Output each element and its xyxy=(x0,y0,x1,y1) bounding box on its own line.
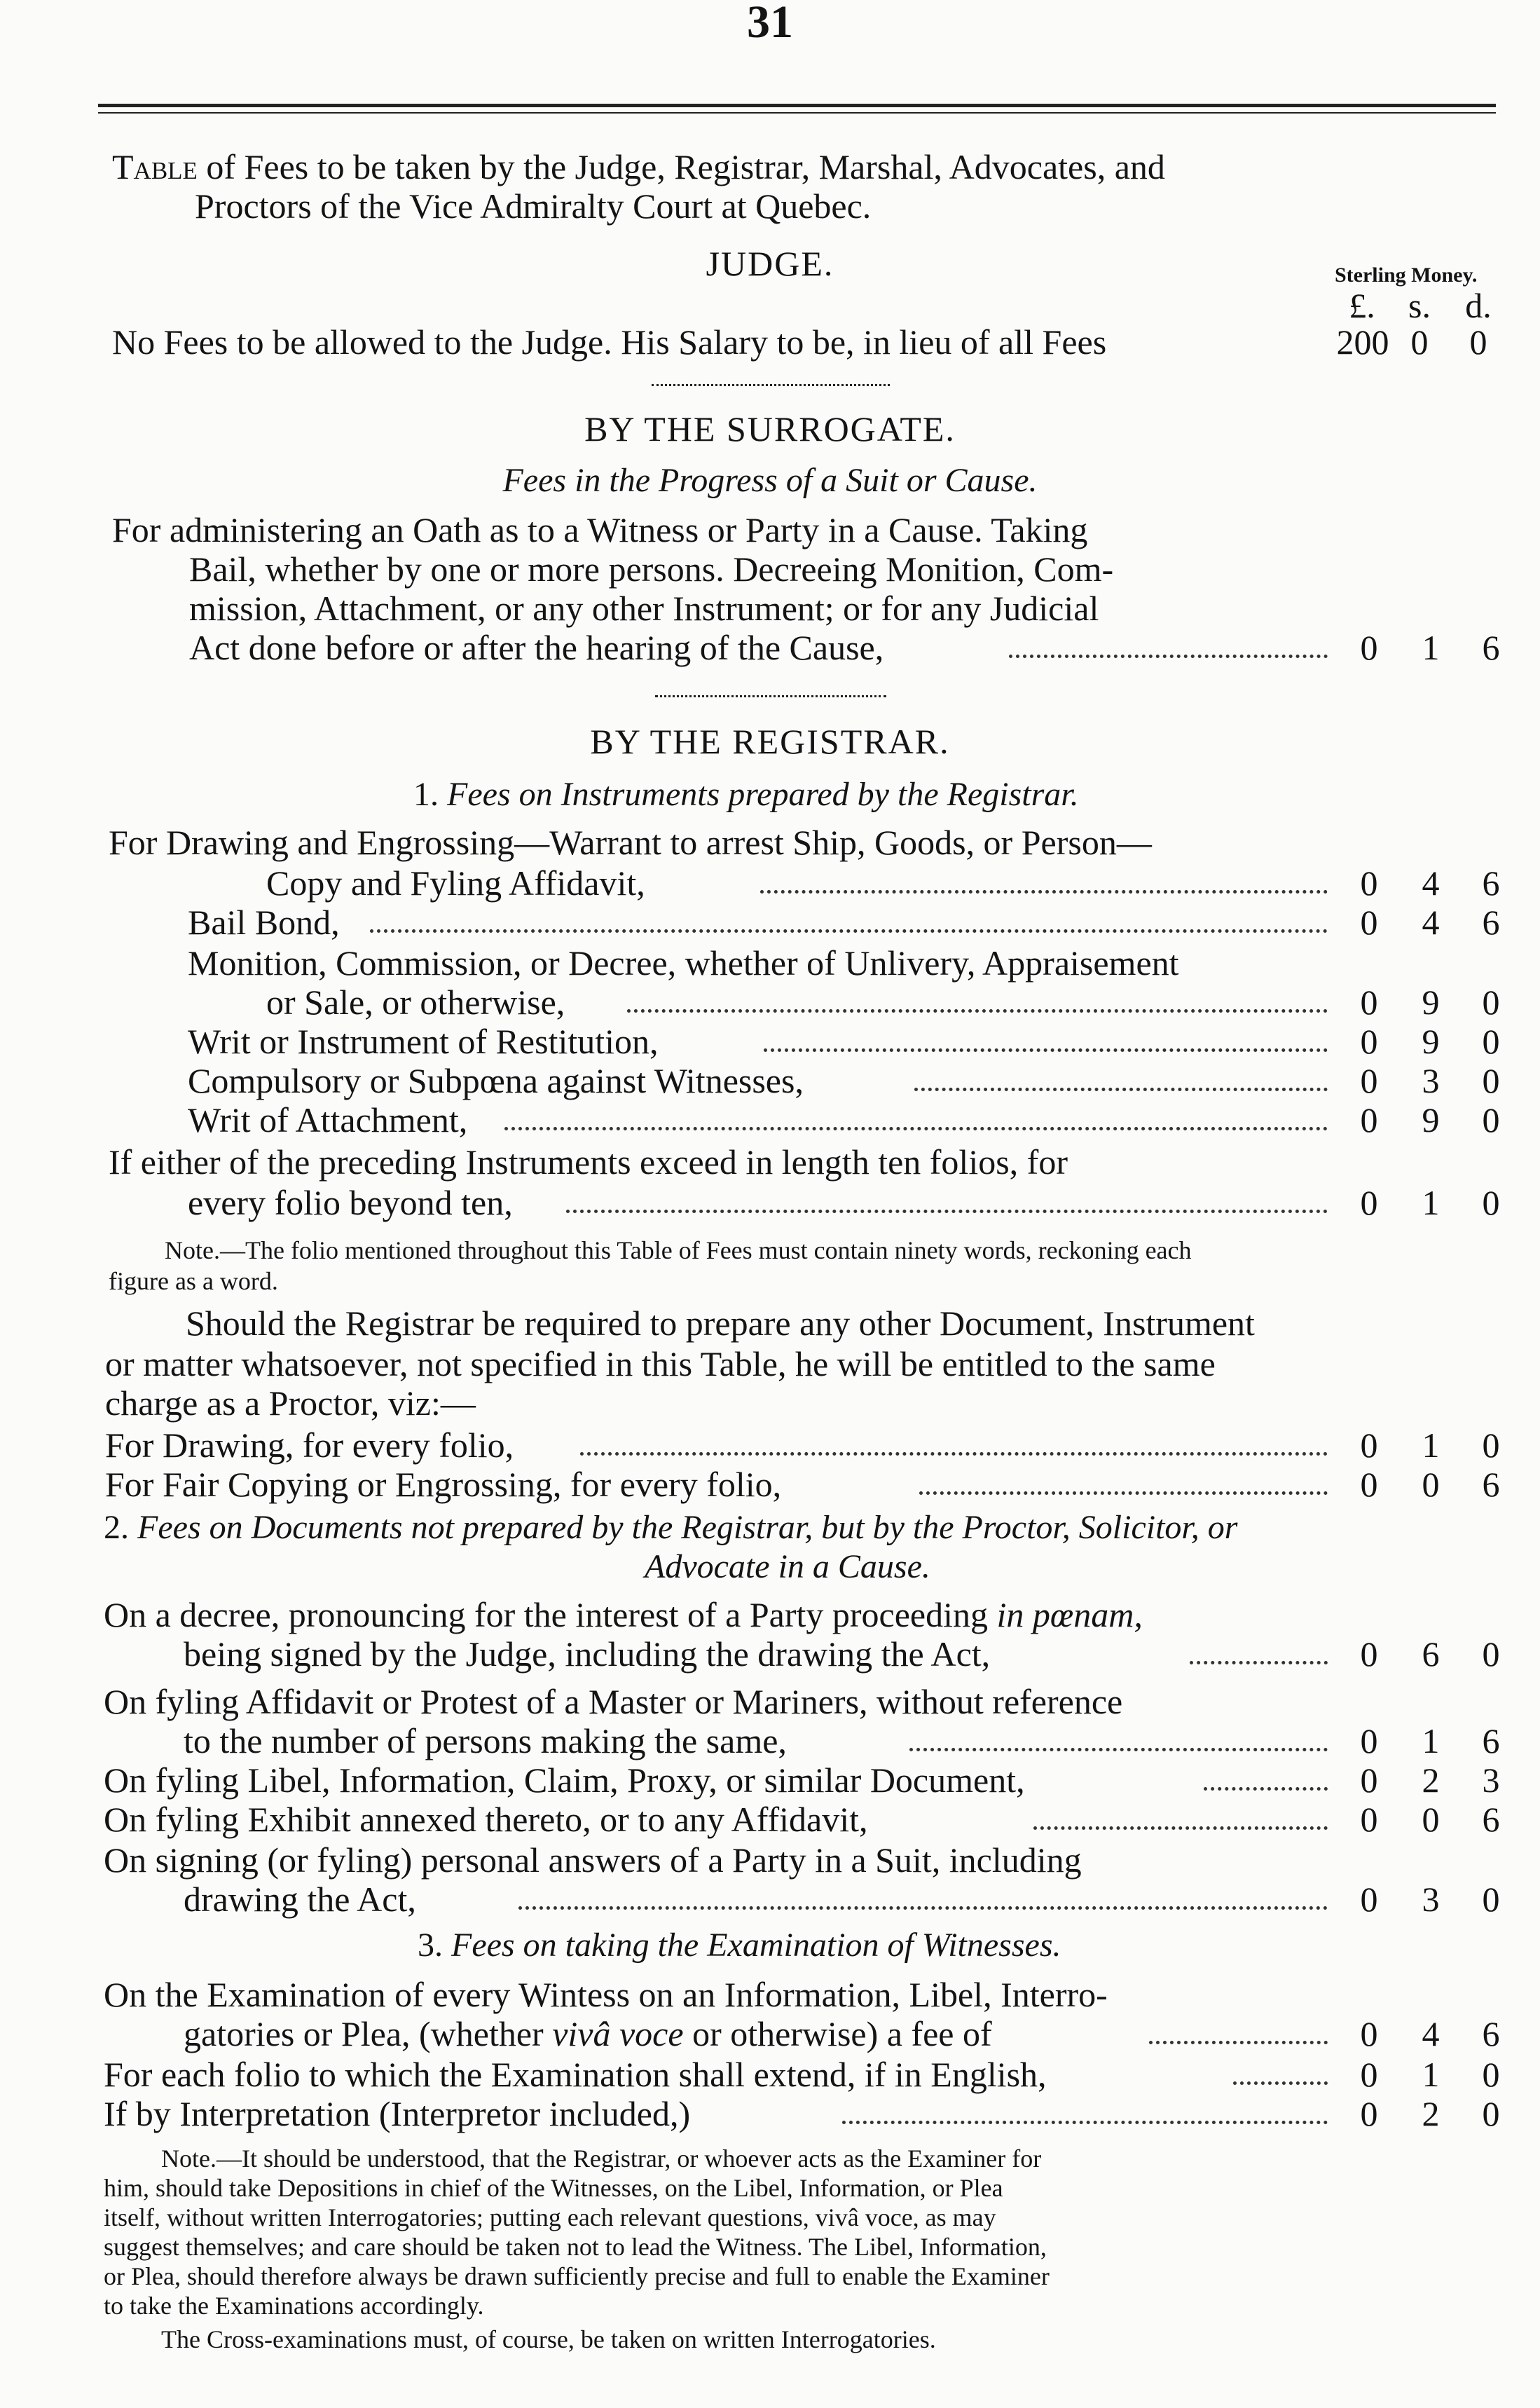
section-3-title-text: Fees on taking the Examination of Witnesses. xyxy=(451,1927,1061,1964)
amount-pounds: 0 xyxy=(1360,1800,1378,1839)
leader xyxy=(566,1210,1328,1213)
item-monition-line-1: Monition, Commission, or Decree, whether of Unlivery, Appraisement xyxy=(188,943,1179,983)
section-2-number: 2. xyxy=(104,1509,129,1546)
amount-pence: 6 xyxy=(1482,903,1500,942)
top-rule-thin xyxy=(98,112,1496,114)
surrogate-pounds: 0 xyxy=(1360,628,1378,667)
item-attachment: Writ of Attachment, xyxy=(188,1100,468,1140)
surrogate-shillings: 1 xyxy=(1422,628,1440,667)
amount-pence: 0 xyxy=(1482,1100,1500,1140)
examination-line-1: On the Examination of every Wintess on an Information, Libel, Interro- xyxy=(104,1975,1108,2014)
title-lead: Table xyxy=(112,147,198,186)
surrogate-subheading: Fees in the Progress of a Suit or Cause. xyxy=(502,462,1038,499)
amount-pence: 0 xyxy=(1482,1634,1500,1674)
pence-header: d. xyxy=(1465,286,1492,325)
section-1-intro: For Drawing and Engrossing—Warrant to arrest Ship, Goods, or Person— xyxy=(109,823,1152,862)
judge-heading: JUDGE. xyxy=(706,244,834,283)
excess-line-1: If either of the preceding Instruments exceed in length ten folios, for xyxy=(109,1142,1068,1182)
surrogate-line-3: mission, Attachment, or any other Instrument; or for any Judicial xyxy=(189,589,1099,628)
note-examiner-line-4: suggest themselves; and care should be taken not to lead the Witness. The Libel, Information, xyxy=(104,2233,1047,2261)
amount-pounds: 0 xyxy=(1360,1100,1378,1140)
note-examiner-line-5: or Plea, should therefore always be drawn sufficiently precise and full to enable the Examiner xyxy=(104,2262,1050,2290)
amount-pence: 0 xyxy=(1482,983,1500,1022)
amount-pence: 6 xyxy=(1482,863,1500,903)
amount-pence: 6 xyxy=(1482,2014,1500,2053)
decree-in-poenam: in pœnam, xyxy=(996,1595,1143,1634)
amount-shillings: 9 xyxy=(1422,983,1440,1022)
amount-pence: 6 xyxy=(1482,1721,1500,1760)
surrogate-line-1: For administering an Oath as to a Witness or Party in a Cause. Taking xyxy=(112,510,1088,549)
leader xyxy=(914,1088,1328,1091)
leader xyxy=(842,2121,1328,2124)
amount-shillings: 9 xyxy=(1422,1100,1440,1140)
section-2-title-line-1 xyxy=(104,1508,1237,1547)
surrogate-heading: BY THE SURROGATE. xyxy=(584,409,956,449)
affidavit-line-1: On fyling Affidavit or Protest of a Master or Mariners, without reference xyxy=(104,1682,1123,1721)
amount-pounds: 0 xyxy=(1360,1465,1378,1504)
section-2-title-text: Fees on Documents not prepared by the Registrar, but by the Proctor, Solicitor, or xyxy=(137,1509,1238,1546)
drawing-folio: For Drawing, for every folio, xyxy=(105,1425,514,1465)
separator-1 xyxy=(652,384,890,386)
item-bail-bond: Bail Bond, xyxy=(188,903,340,942)
amount-shillings: 2 xyxy=(1422,2094,1440,2133)
amount-shillings: 1 xyxy=(1422,1183,1440,1222)
leader xyxy=(627,1009,1328,1013)
note-cross-examinations: The Cross-examinations must, of course, be taken on written Interrogatories. xyxy=(161,2325,936,2353)
amount-shillings: 6 xyxy=(1422,1634,1440,1674)
currency-label: Sterling Money. xyxy=(1335,264,1478,287)
amount-pounds: 0 xyxy=(1360,863,1378,903)
leader xyxy=(760,890,1328,894)
amount-pounds: 0 xyxy=(1360,903,1378,942)
amount-shillings: 4 xyxy=(1422,2014,1440,2053)
amount-pounds: 0 xyxy=(1360,1183,1378,1222)
leader xyxy=(1009,655,1328,658)
judge-pence: 0 xyxy=(1469,322,1487,362)
top-rule-thick xyxy=(98,104,1496,107)
note-folio-line-1: Note.—The folio mentioned throughout this Table of Fees must contain ninety words, reckoning each xyxy=(165,1236,1192,1264)
amount-pounds: 0 xyxy=(1360,1880,1378,1919)
amount-pounds: 0 xyxy=(1360,2094,1378,2133)
leader xyxy=(1204,1787,1328,1791)
amount-pence: 0 xyxy=(1482,2055,1500,2094)
amount-pounds: 0 xyxy=(1360,983,1378,1022)
note-examiner-line-2: him, should take Depositions in chief of the Witnesses, on the Libel, Information, or Plea xyxy=(104,2174,1003,2202)
surrogate-pence: 6 xyxy=(1482,628,1500,667)
answers-line-1: On signing (or fyling) personal answers of a Party in a Suit, including xyxy=(104,1840,1082,1880)
exhibit-fyling: On fyling Exhibit annexed thereto, or to any Affidavit, xyxy=(104,1800,868,1839)
leader xyxy=(504,1127,1328,1130)
title-line-1: of Fees to be taken by the Judge, Registrar, Marshal, Advocates, and xyxy=(197,147,1165,186)
amount-shillings: 0 xyxy=(1422,1800,1440,1839)
examination-text-a: gatories or Plea, (whether xyxy=(184,2014,553,2053)
decree-line-1-text: On a decree, pronouncing for the interest of a Party proceeding xyxy=(104,1595,997,1634)
surrogate-line-4: Act done before or after the hearing of the Cause, xyxy=(189,628,884,667)
section-1-number: 1. xyxy=(413,776,439,813)
libel-fyling: On fyling Libel, Information, Claim, Proxy, or similar Document, xyxy=(104,1760,1025,1800)
item-restitution: Writ or Instrument of Restitution, xyxy=(188,1022,659,1061)
leader xyxy=(1149,2041,1328,2044)
amount-pence: 0 xyxy=(1482,1183,1500,1222)
folio-english: For each folio to which the Examination shall extend, if in English, xyxy=(104,2055,1047,2094)
item-monition-line-2: or Sale, or otherwise, xyxy=(266,983,565,1022)
judge-pounds: 200 xyxy=(1336,322,1389,362)
leader xyxy=(919,1491,1328,1495)
section-2-title-line-2: Advocate in a Cause. xyxy=(645,1548,930,1585)
amount-pounds: 0 xyxy=(1360,1721,1378,1760)
amount-shillings: 2 xyxy=(1422,1760,1440,1800)
amount-pence: 0 xyxy=(1482,2094,1500,2133)
amount-shillings: 9 xyxy=(1422,1022,1440,1061)
judge-shillings: 0 xyxy=(1410,322,1429,362)
decree-line-1 xyxy=(104,1595,1143,1634)
other-document-line-1: Should the Registrar be required to prepare any other Document, Instrument xyxy=(186,1304,1255,1343)
excess-line-2: every folio beyond ten, xyxy=(188,1183,513,1222)
section-1-title-text: Fees on Instruments prepared by the Registrar. xyxy=(447,776,1079,813)
copying-folio: For Fair Copying or Engrossing, for every folio, xyxy=(105,1465,782,1504)
item-subpoena: Compulsory or Subpœna against Witnesses, xyxy=(188,1061,804,1100)
amount-pounds: 0 xyxy=(1360,1425,1378,1465)
leader xyxy=(580,1452,1328,1456)
leader xyxy=(1033,1826,1328,1830)
interpretation: If by Interpretation (Interpretor included,) xyxy=(104,2094,691,2133)
other-document-line-3: charge as a Proctor, viz:— xyxy=(105,1383,476,1423)
shillings-header: s. xyxy=(1408,286,1431,325)
amount-pence: 0 xyxy=(1482,1425,1500,1465)
amount-shillings: 0 xyxy=(1422,1465,1440,1504)
amount-shillings: 3 xyxy=(1422,1061,1440,1100)
page-number: 31 xyxy=(747,0,793,48)
amount-pounds: 0 xyxy=(1360,1061,1378,1100)
amount-pence: 6 xyxy=(1482,1465,1500,1504)
table-title xyxy=(112,147,1165,186)
amount-pounds: 0 xyxy=(1360,1022,1378,1061)
amount-pounds: 0 xyxy=(1360,2055,1378,2094)
amount-shillings: 4 xyxy=(1422,903,1440,942)
section-1-title xyxy=(413,775,1079,814)
amount-shillings: 1 xyxy=(1422,2055,1440,2094)
answers-line-2: drawing the Act, xyxy=(184,1880,416,1919)
examination-text-c: or otherwise) a fee of xyxy=(683,2014,992,2053)
amount-pounds: 0 xyxy=(1360,1760,1378,1800)
note-examiner-line-6: to take the Examinations accordingly. xyxy=(104,2292,484,2320)
leader xyxy=(370,929,1328,933)
registrar-heading: BY THE REGISTRAR. xyxy=(590,722,950,761)
amount-pounds: 0 xyxy=(1360,1634,1378,1674)
amount-shillings: 4 xyxy=(1422,863,1440,903)
judge-text: No Fees to be allowed to the Judge. His Salary to be, in lieu of all Fees xyxy=(112,322,1107,362)
section-3-number: 3. xyxy=(418,1927,443,1964)
examination-viva-voce: vivâ voce xyxy=(552,2014,684,2053)
leader xyxy=(1233,2081,1328,2085)
leader xyxy=(909,1748,1328,1751)
amount-shillings: 3 xyxy=(1422,1880,1440,1919)
amount-shillings: 1 xyxy=(1422,1721,1440,1760)
amount-pence: 0 xyxy=(1482,1022,1500,1061)
surrogate-line-2: Bail, whether by one or more persons. Decreeing Monition, Com- xyxy=(189,549,1114,589)
amount-pence: 0 xyxy=(1482,1061,1500,1100)
decree-line-2: being signed by the Judge, including the drawing the Act, xyxy=(184,1634,991,1674)
title-line-2: Proctors of the Vice Admiralty Court at Quebec. xyxy=(195,186,872,226)
affidavit-line-2: to the number of persons making the same, xyxy=(184,1721,787,1760)
pounds-header: £. xyxy=(1349,286,1375,325)
amount-pence: 0 xyxy=(1482,1880,1500,1919)
section-3-title xyxy=(418,1926,1061,1965)
note-examiner-line-3: itself, without written Interrogatories; putting each relevant questions, vivâ voce, as may xyxy=(104,2203,996,2231)
other-document-line-2: or matter whatsoever, not specified in this Table, he will be entitled to the same xyxy=(105,1344,1216,1383)
note-examiner-line-1: Note.—It should be understood, that the Registrar, or whoever acts as the Examiner for xyxy=(161,2144,1042,2173)
amount-shillings: 1 xyxy=(1422,1425,1440,1465)
examination-line-2 xyxy=(184,2014,992,2053)
separator-2 xyxy=(655,695,886,697)
amount-pence: 3 xyxy=(1482,1760,1500,1800)
item-copy-affidavit: Copy and Fyling Affidavit, xyxy=(266,863,645,903)
amount-pounds: 0 xyxy=(1360,2014,1378,2053)
amount-pence: 6 xyxy=(1482,1800,1500,1839)
leader xyxy=(1190,1661,1328,1664)
leader xyxy=(518,1906,1328,1910)
leader xyxy=(764,1048,1328,1052)
note-folio-line-2: figure as a word. xyxy=(109,1267,278,1295)
